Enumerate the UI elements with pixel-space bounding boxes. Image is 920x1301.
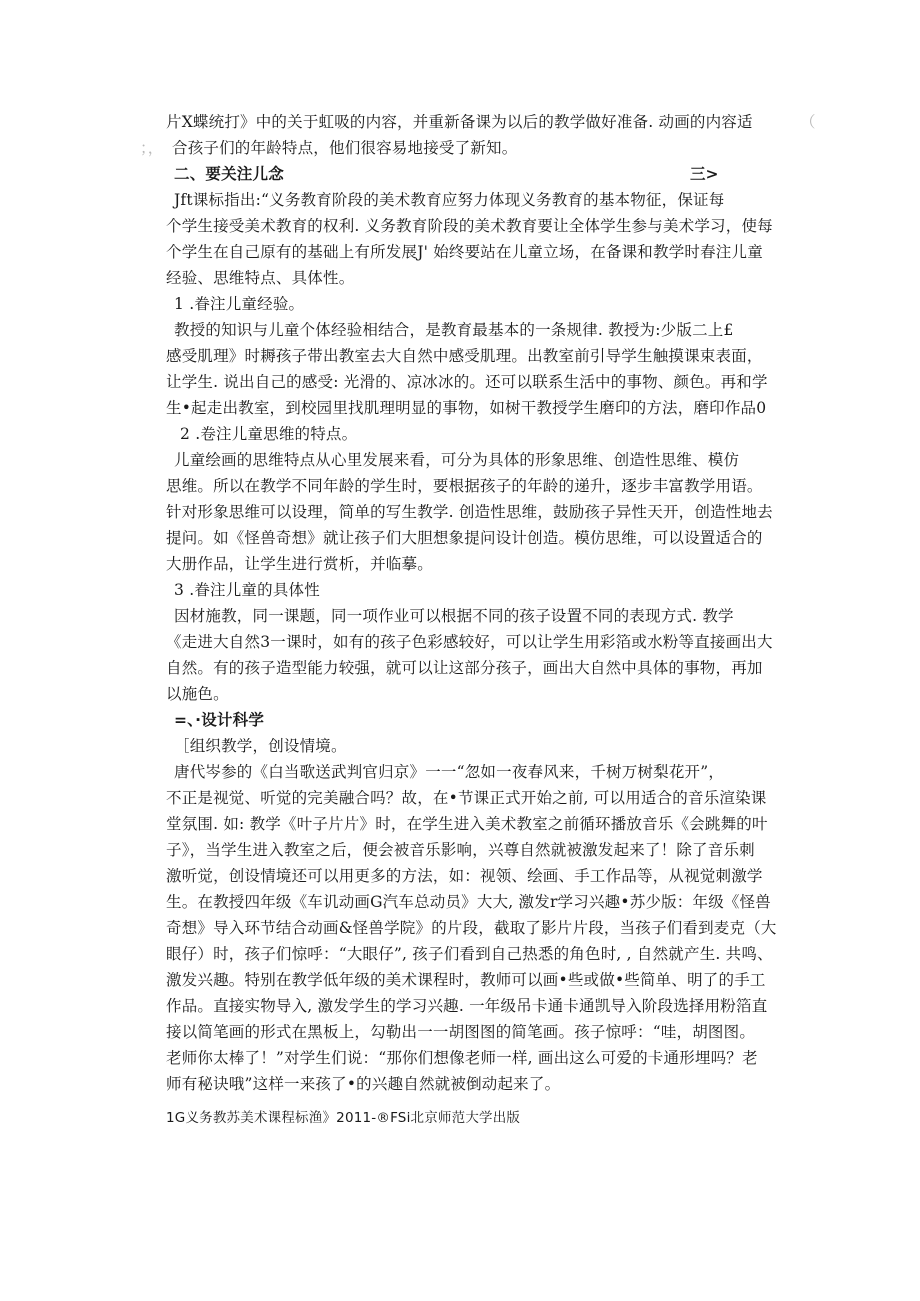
text-line-6: 个学生在自己原有的基础上有所发展J' 始终要站在儿童立场，在备课和教学时春注儿童 <box>166 243 763 261</box>
text-line-1: 片X蝶统打》中的关于虹吸的内容，并重新备课为以后的教学做好准备. 动画的内容适 <box>166 113 753 131</box>
text-line-18: 大册作品，让学生进行赏析，并临摹。 <box>166 555 433 573</box>
text-line-34: 激发兴趣。特别在教学低年级的美术课程时，教师可以画•些或做•些简单、明了的手工 <box>166 971 766 989</box>
text-line-9: 教授的知识与儿童个体经验相结合，是教育最基本的一条规律. 教授为:少版二上£ <box>174 321 734 339</box>
text-line-17: 提问。如《怪兽奇想》就让孩子们大胆想象提问设计创造。模仿思维，可以设置适合的 <box>166 529 763 547</box>
text-line-28: 堂氛围. 如: 教学《叶子片片》时，在学生进入美术教室之前循环播放音乐《会跳舞的叶 <box>166 815 768 833</box>
text-line-29: 子》，当学生进入教室之后，便会被音乐影响，兴尊自然就被激发起来了！除了音乐刺 <box>166 841 755 859</box>
text-line-27: 不正是视觉、听觉的完美融合吗？故，在•节课正式开始之前, 可以用适合的音乐渲染课 <box>166 789 767 807</box>
text-line-31: 生。在教授四年级《车讥动画G汽车总动员》大大, 激发r学习兴趣•苏少版：年级《怪兽 <box>166 893 771 911</box>
text-line-25: ［组织教学，创设情境。 <box>174 737 347 755</box>
subheading-3: 3 .眷注儿童的具体性 <box>174 581 320 599</box>
text-line-32: 奇想》导入环节结合动画&怪兽学院》的片段，截取了影片片段，当孩子们看到麦克（大 <box>166 919 777 937</box>
text-line-15: 思维。所以在教学不同年龄的学生时，要根据孩子的年龄的递升，逐步丰富教学用语。 <box>166 477 763 495</box>
text-line-37: 老师你太棒了！”对学生们说：“那你们想像老师一样, 画出这么可爱的卡通形埋吗？老 <box>166 1049 758 1067</box>
text-line-30: 激听觉，创设情境还可以用更多的方法，如：视领、绘画、手工作品等，从视觉刺激学 <box>166 867 763 885</box>
text-line-11: 让学生. 说出自己的感受: 光滑的、凉冰冰的。还可以联系生活中的事物、颜色。再和学 <box>166 373 768 391</box>
text-line-20: 因材施教，同一课题，同一项作业可以根据不同的孩子设置不同的表现方式. 教学 <box>174 607 734 625</box>
subheading-1: 1 .眷注儿童经验。 <box>174 295 305 313</box>
text-line-22: 自然。有的孩子造型能力较强，就可以让这部分孩子，画出大自然中具体的事物，再加 <box>166 659 763 677</box>
text-line-12: 生•起走出教室，到校园里找肌理明显的事物，如树干教授学生磨印的方法，磨印作品0 <box>166 399 767 417</box>
margin-mark-1: （ <box>800 113 816 131</box>
text-line-38: 师有秘诀哦”这样一来孩了•的兴趣自然就被倒动起来了。 <box>166 1075 561 1093</box>
text-line-7: 经验、思维特点、具体性。 <box>166 269 355 287</box>
text-line-21: 《走进大自然3一课时，如有的孩子色彩感较好，可以让学生用彩箔或水粉等直接画出大 <box>166 633 773 651</box>
text-line-33: 眼仔）时，孩子们惊呼：“大眼仔”, 孩子们看到自己热悉的角色时, , 自然就产生. 共鸣、 <box>166 945 773 963</box>
text-line-2: 合孩子们的年龄特点，他们很容易地接受了新知。 <box>172 139 518 157</box>
text-line-35: 作品。直接实物导入, 激发学生的学习兴趣. 一年级吊卡通卡通凯导入阶段选择用粉箔直 <box>166 997 768 1015</box>
margin-mark-2: ；， <box>140 139 164 157</box>
text-line-5: 个学生接受美术教育的权利. 义务教育阶段的美术教育要让全体学生参与美术学习，使每 <box>166 217 773 235</box>
footnote: 1G义务教苏美术课程标渔》2011-®FSi北京师范大学出版 <box>166 1110 521 1126</box>
text-line-36: 接以简笔画的形式在黑板上，勾勒出一一胡图图的简笔画。孩子惊呼：“哇，胡图图。 <box>166 1023 756 1041</box>
text-line-14: 儿童绘画的思维特点从心里发展来看，可分为具体的形象思维、创造性思维、模仿 <box>174 451 740 469</box>
subheading-2: 2 .卷注儿童思维的特点。 <box>180 425 358 443</box>
text-line-4: Jft课标指出:“义务教育阶段的美术教育应努力体现义务教育的基本物征，保证每 <box>174 191 725 209</box>
text-line-23: 以施色。 <box>166 685 229 703</box>
section-heading-2: 二、要关注儿念 <box>174 165 284 183</box>
margin-mark-3: 三> <box>690 165 719 183</box>
section-heading-3: =、·设计科学 <box>174 711 265 729</box>
text-line-10: 感受肌理》时耨孩子带出教室去大自然中感受肌理。出教室前引导学生触摸课束表面， <box>166 347 763 365</box>
text-line-26: 唐代岑参的《白当歌送武判官归京》一一“忽如一夜春风来，千树万树梨花开”， <box>174 763 725 781</box>
text-line-16: 针对形象思维可以设理，简单的写生教学. 创造性思维，鼓励孩子异性天开，创造性地去 <box>166 503 773 521</box>
